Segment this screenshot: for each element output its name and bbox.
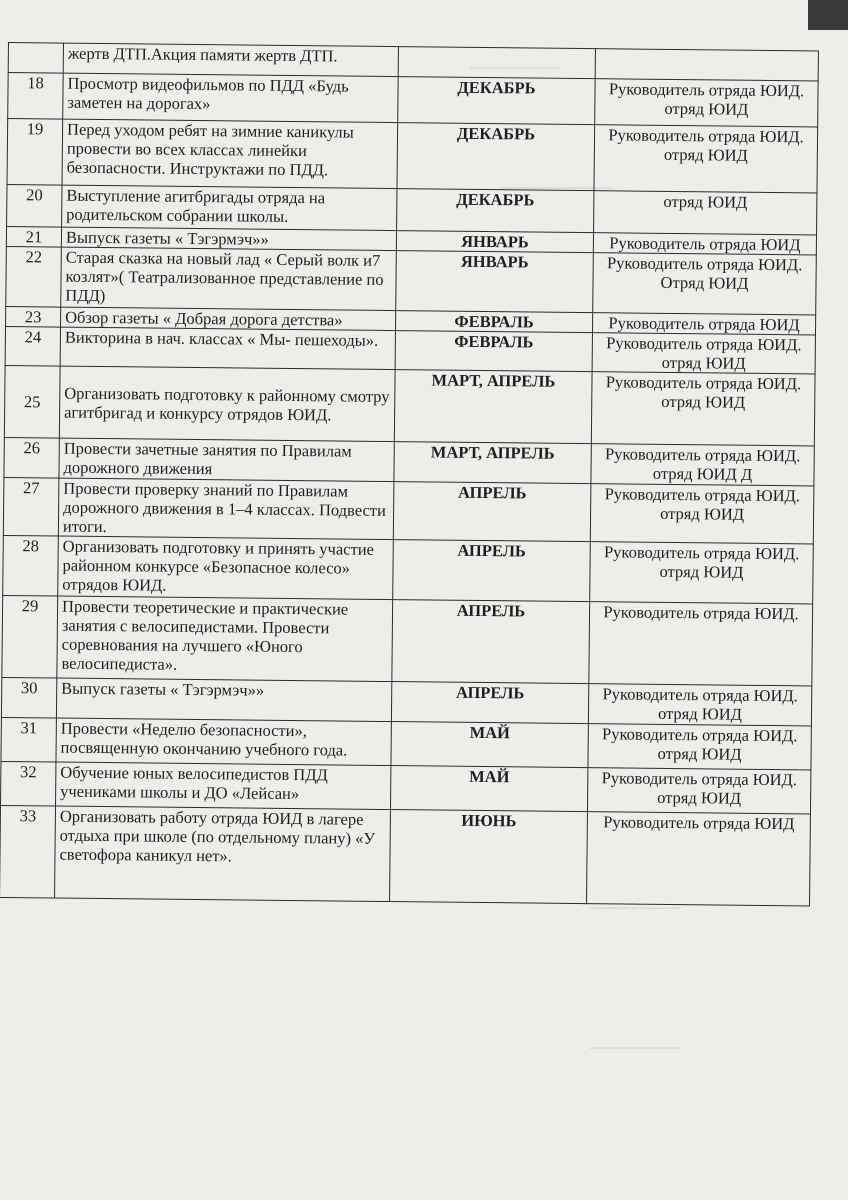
row-number [8, 43, 63, 74]
plan-table [0, 42, 819, 906]
row-number: 32 [1, 761, 56, 806]
event-date: ЯНВАРЬ [396, 251, 594, 313]
event-text: Обучение юных велосипедистов ПДД учениками школы и ДО «Лейсан» [56, 762, 391, 810]
event-text: Организовать подготовку и принять участие районном конкурсе «Безопасное колесо» отрядов ЮИД. [58, 536, 394, 600]
event-text: Выпуск газеты « Тэгэрмэч»» [56, 678, 391, 722]
row-number: 29 [2, 595, 58, 678]
event-text: Просмотр видеофильмов по ПДД «Будь заметен на дорогах» [63, 73, 398, 123]
row-number: 26 [4, 437, 59, 478]
responsible: Руководитель отряда ЮИД. отряд ЮИД [588, 724, 811, 770]
row-number: 24 [5, 326, 60, 366]
event-date: ИЮНЬ [390, 810, 588, 904]
event-date: ДЕКАБРЬ [398, 77, 595, 125]
event-text: Старая сказка на новый лад « Серый волк и7 козлят»( Театрализованное представление по ПДД) [61, 247, 397, 311]
responsible: Руководитель отряда ЮИД [592, 313, 815, 335]
table-row [0, 805, 810, 905]
row-number: 33 [0, 805, 56, 898]
responsible: Руководитель отряда ЮИД. отряд ЮИД [590, 542, 814, 604]
event-date: ФЕВРАЛЬ [395, 311, 592, 333]
responsible: Руководитель отряда ЮИД. отряд ЮИД [595, 79, 818, 127]
table-row [3, 477, 814, 543]
table-row [4, 365, 815, 445]
event-text: Выступление агитбригады отряда на родительском собрании школы. [62, 185, 397, 231]
table-row [7, 119, 818, 193]
row-number: 28 [3, 535, 59, 596]
responsible: Руководитель отряда ЮИД. отряд ЮИД [587, 768, 810, 814]
scan-background-corner [808, 0, 848, 30]
row-number: 22 [6, 246, 62, 307]
table-row [6, 246, 817, 314]
row-number: 25 [4, 365, 60, 438]
event-text: жертв ДТП.Акция памяти жертв ДТП. [63, 43, 398, 77]
event-date: МАЙ [391, 722, 588, 768]
reverse-side-bleed: ────────── [500, 180, 614, 197]
responsible: отряд ЮИД [594, 191, 817, 235]
responsible: Руководитель отряда ЮИД. [589, 602, 813, 686]
event-date: ДЕКАБРЬ [397, 123, 595, 191]
responsible: Руководитель отряда ЮИД. отряд ЮИД [592, 333, 815, 374]
reverse-side-bleed: ──────── [590, 900, 681, 917]
responsible [595, 49, 818, 81]
responsible: Руководитель отряда ЮИД [587, 812, 811, 906]
event-text: Обзор газеты « Добрая дорога детства» [61, 307, 396, 331]
event-date: МАРТ, АПРЕЛЬ [394, 442, 591, 484]
event-date: АПРЕЛЬ [393, 482, 591, 542]
table-row [2, 595, 813, 685]
responsible: Руководитель отряда ЮИД [593, 233, 816, 255]
row-number: 19 [7, 119, 63, 186]
row-number: 30 [1, 677, 56, 718]
event-date: МАРТ, АПРЕЛЬ [394, 370, 592, 444]
row-number: 31 [1, 717, 56, 762]
responsible: Руководитель отряда ЮИД. отряд ЮИД [590, 484, 814, 544]
event-text: Перед уходом ребят на зимние каникулы провести во всех классах линейки безопасности. Инструктажи по ПДД. [62, 119, 398, 189]
reverse-side-bleed: ──────── [470, 60, 561, 77]
event-text: Провести теоретические и практические занятия с велосипедистами. Провести соревнования на лучшего «Юного велосипедиста». [57, 596, 393, 682]
event-date: АПРЕЛЬ [391, 682, 588, 724]
event-date: АПРЕЛЬ [393, 540, 591, 602]
event-date [398, 47, 595, 79]
event-date: АПРЕЛЬ [392, 600, 590, 684]
event-text: Организовать подготовку к районному смотру агитбригад и конкурсу отрядов ЮИД. [59, 366, 395, 442]
event-date: ДЕКАБРЬ [397, 189, 594, 233]
event-text: Организовать работу отряда ЮИД в лагере отдыха при школе (по отдельному плану) «У светофора каникул нет». [55, 806, 391, 902]
row-number: 18 [8, 73, 63, 120]
event-text: Викторина в нач. классах « Мы- пешеходы». [60, 327, 395, 370]
table-row [3, 535, 814, 603]
responsible: Руководитель отряда ЮИД. отряд ЮИД [591, 372, 815, 446]
event-date: ФЕВРАЛЬ [395, 331, 592, 372]
responsible: Руководитель отряда ЮИД. отряд ЮИД [594, 125, 818, 193]
reverse-side-bleed: ──────── [590, 1040, 681, 1057]
row-number: 20 [7, 184, 62, 227]
row-number: 21 [6, 226, 61, 247]
event-text: Провести «Неделю безопасности», посвященную окончанию учебного года. [56, 718, 391, 766]
row-number: 23 [6, 306, 61, 327]
responsible: Руководитель отряда ЮИД. отряд ЮИД Д [591, 444, 814, 486]
event-text: Провести проверку знаний по Правилам дорожного движения в 1–4 классах. Подвести итоги. [58, 478, 394, 540]
event-text: Провести зачетные занятия по Правилам дорожного движения [59, 438, 394, 482]
responsible: Руководитель отряда ЮИД. Отряд ЮИД [593, 253, 817, 315]
event-text: Выпуск газеты « Тэгэрмэч»» [61, 227, 396, 251]
event-date: МАЙ [390, 766, 587, 812]
row-number: 27 [3, 477, 59, 536]
event-date: ЯНВАРЬ [396, 231, 593, 253]
responsible: Руководитель отряда ЮИД. отряд ЮИД [588, 684, 811, 726]
